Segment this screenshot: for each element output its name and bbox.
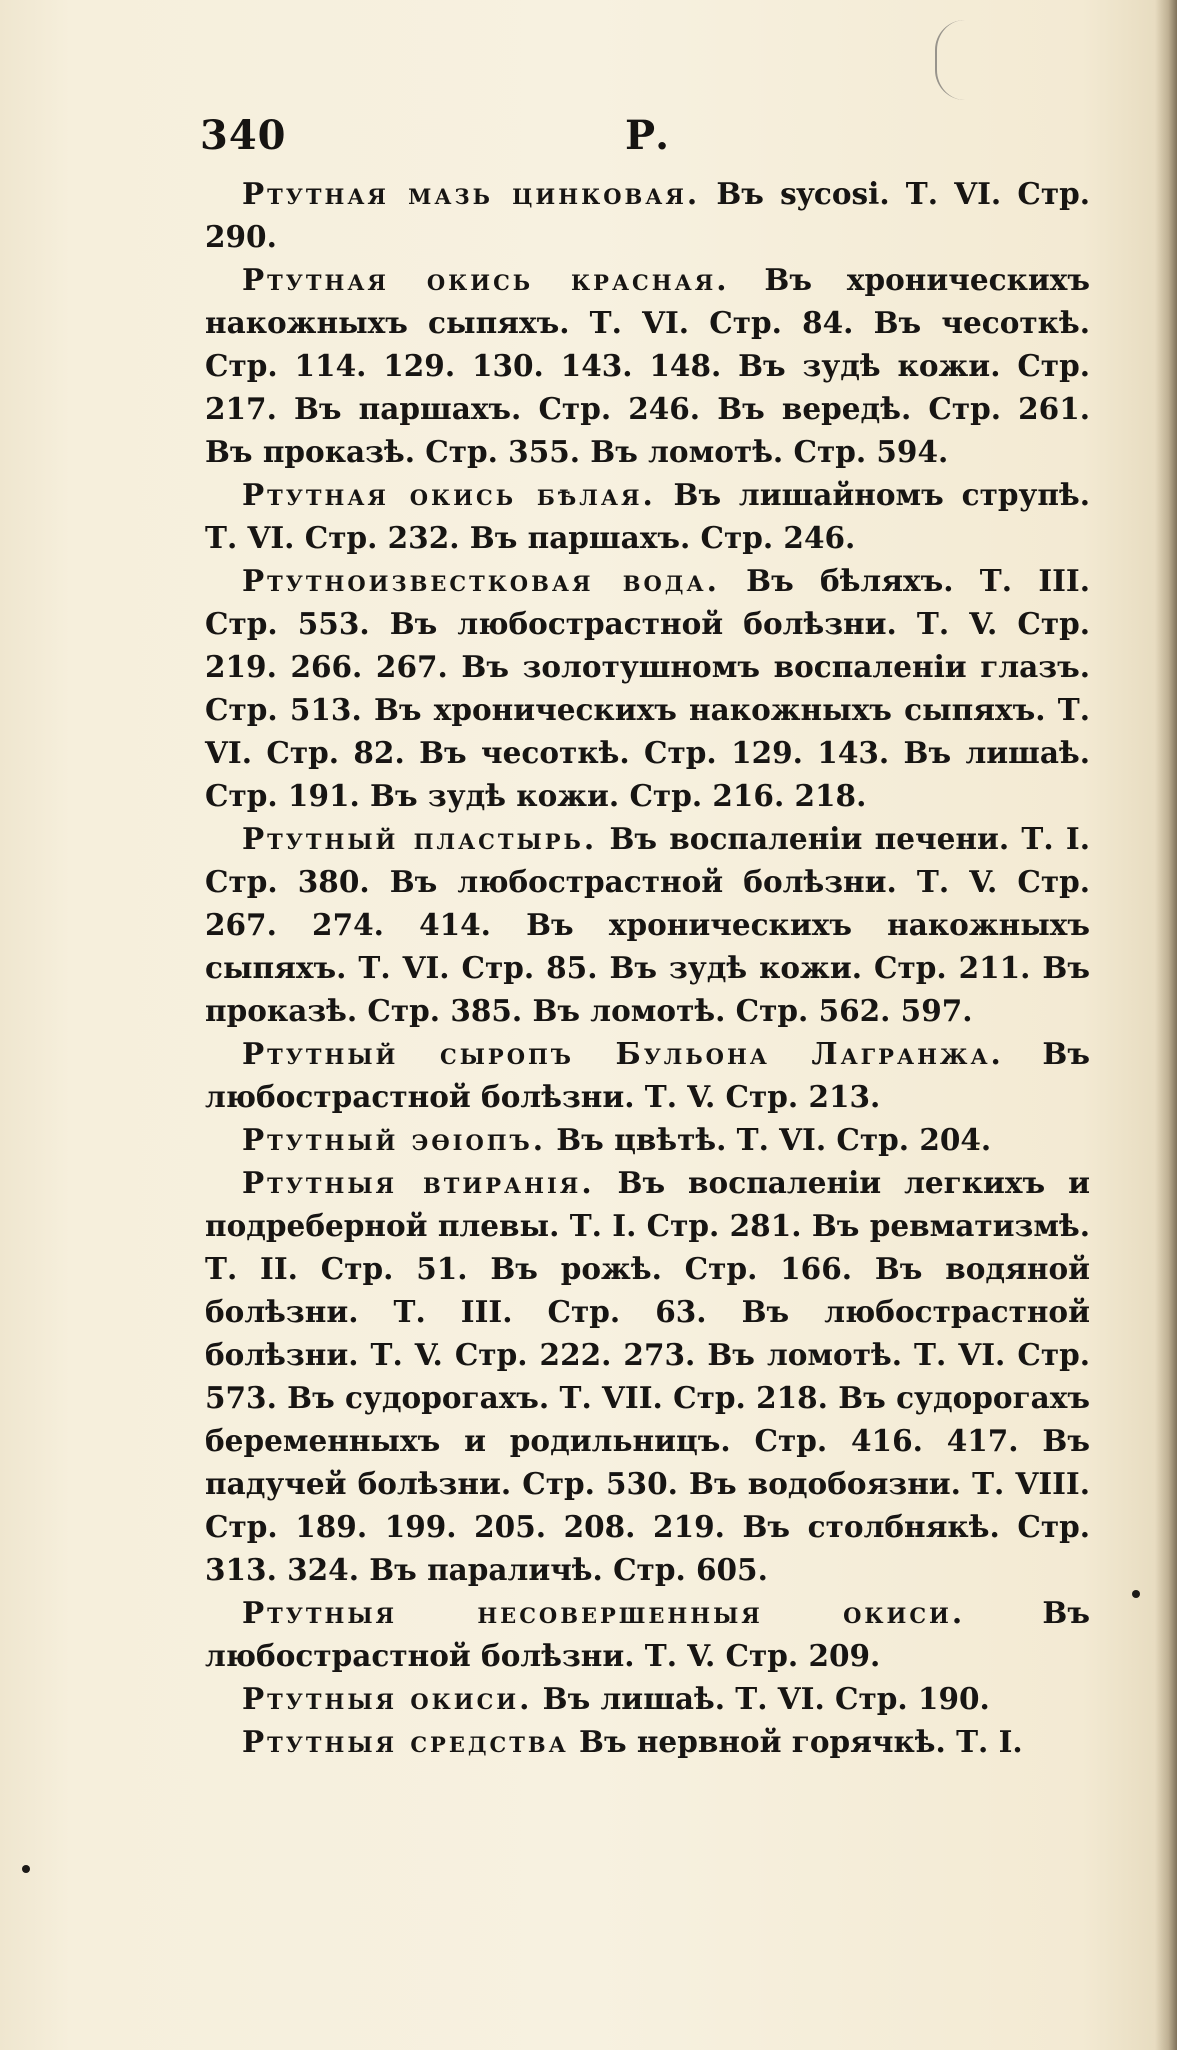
index-text [205, 172, 1090, 1763]
entry-body: Въ воспаленіи печени. Т. I. Стр. 380. Въ любострастной болѣзни. Т. V. Стр. 267. 274. 414. Въ хроническихъ накожныхъ сыпяхъ. Т. VI. Стр. 85. Въ зудѣ кожи. Стр. 211. Въ проказѣ. Стр. 385. Въ ломотѣ. Стр. 562. 597. [205, 821, 1090, 1028]
entry-term: Ртутная окись бѣлая. [242, 477, 656, 512]
ink-speck [22, 1865, 30, 1873]
entry-body: Въ цвѣтѣ. Т. VI. Стр. 204. [545, 1122, 992, 1157]
entry-term: Ртутный эѳіопъ. [242, 1122, 546, 1157]
page-edge-shadow [1155, 0, 1177, 2050]
entry-term: Ртутный сыропъ Бульона Лагранжа. [242, 1036, 1004, 1071]
entry-body: Въ лишайномъ струпѣ. Т. VI. Стр. 232. Въ паршахъ. Стр. 246. [205, 477, 1090, 555]
index-entry [205, 1677, 1090, 1720]
entry-body: Въ любострастной болѣзни. Т. V. Стр. 209. [205, 1595, 1090, 1673]
running-head: Р. [625, 112, 670, 159]
index-entry [205, 559, 1090, 817]
index-entry [205, 1161, 1090, 1591]
entry-term: Ртутный пластырь. [242, 821, 598, 856]
entry-body: Въ нервной горячкѣ. Т. I. [568, 1724, 1023, 1759]
entry-body: Въ sycosi. Т. VI. Стр. 290. [205, 176, 1090, 254]
entry-body: Въ воспаленіи легкихъ и подреберной плевы. Т. I. Стр. 281. Въ ревматизмѣ. Т. II. Стр. 51. Въ рожѣ. Стр. 166. Въ водяной болѣзни. Т. III. Стр. 63. Въ любострастной болѣзни. Т. V. Стр. 222. 273. Въ ломотѣ. Т. VI. Стр. 573. Въ судорогахъ. Т. VII. Стр. 218. Въ судорогахъ беременныхъ и родильницъ. Стр. 416. 417. Въ падучей болѣзни. Стр. 530. Въ водобоязни. Т. VIII. Стр. 189. 199. 205. 208. 219. Въ столбнякѣ. Стр. 313. 324. Въ параличѣ. Стр. 605. [205, 1165, 1090, 1587]
entry-body: Въ бѣляхъ. Т. III. Стр. 553. Въ любострастной болѣзни. Т. V. Стр. 219. 266. 267. Въ золотушномъ воспаленіи глазъ. Стр. 513. Въ хроническихъ накожныхъ сыпяхъ. Т. VI. Стр. 82. Въ чесоткѣ. Стр. 129. 143. Въ лишаѣ. Стр. 191. Въ зудѣ кожи. Стр. 216. 218. [205, 563, 1090, 813]
index-entry [205, 1720, 1090, 1763]
index-entry [205, 473, 1090, 559]
index-entry [205, 1591, 1090, 1677]
entry-term: Ртутныя втиранія. [242, 1165, 595, 1200]
pencil-mark [935, 20, 977, 100]
entry-term: Ртутная окись красная. [242, 262, 730, 297]
entry-term: Ртутныя средства [242, 1724, 569, 1759]
index-entry [205, 258, 1090, 473]
entry-term: Ртутныя окиси. [242, 1681, 533, 1716]
index-entry [205, 172, 1090, 258]
entry-term: Ртутноизвестковая вода. [242, 563, 720, 598]
page-header [200, 112, 1100, 172]
entry-body: Въ любострастной болѣзни. Т. V. Стр. 213. [205, 1036, 1090, 1114]
entry-term: Ртутныя несовершенныя окиси. [242, 1595, 966, 1630]
index-entry [205, 1118, 1090, 1161]
index-entry [205, 817, 1090, 1032]
page-number: 340 [200, 112, 287, 159]
index-entry [205, 1032, 1090, 1118]
entry-term: Ртутная мазь цинковая. [242, 176, 701, 211]
entry-body: Въ хроническихъ накожныхъ сыпяхъ. Т. VI. Стр. 84. Въ чесоткѣ. Стр. 114. 129. 130. 143. 148. Въ зудѣ кожи. Стр. 217. Въ паршахъ. Стр. 246. Въ вередѣ. Стр. 261. Въ проказѣ. Стр. 355. Въ ломотѣ. Стр. 594. [205, 262, 1090, 469]
entry-body: Въ лишаѣ. Т. VI. Стр. 190. [532, 1681, 990, 1716]
ink-speck [1132, 1590, 1140, 1598]
